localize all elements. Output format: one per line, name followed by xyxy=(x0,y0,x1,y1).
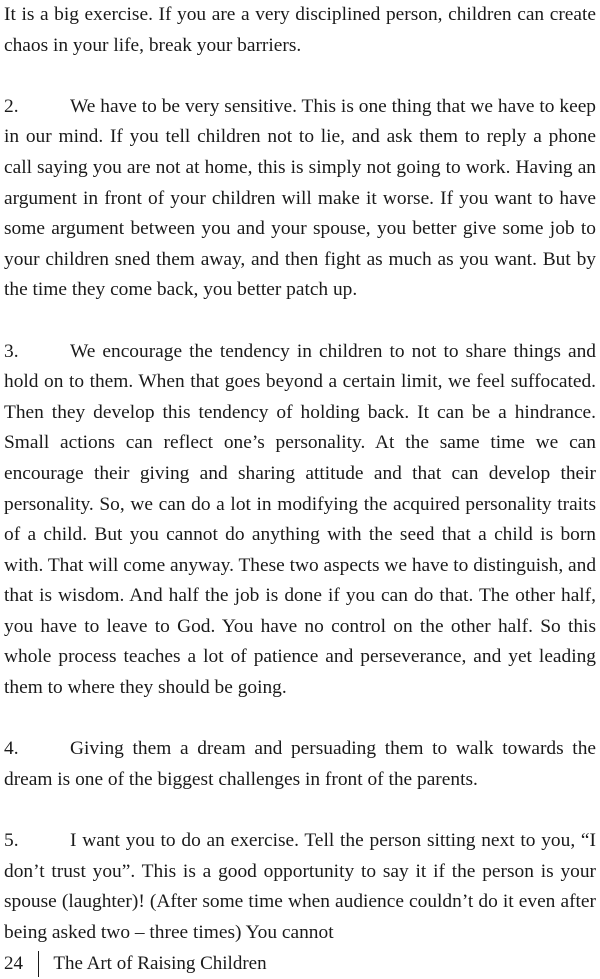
paragraph-text: We have to be very sensitive. This is one thing that we have to keep in our mind. If you tell children not to lie, and ask them to reply a phone call saying you are not at home, this is simply not going to work. Having an argument in front of your children will make it worse. If you want to have some argument between you and your spouse, you better give some job to your children sned them away, and then fight as much as you want. But by the time they come back, you better patch up. xyxy=(4,95,596,301)
paragraph-4 xyxy=(4,734,596,795)
running-title: The Art of Raising Children xyxy=(53,953,267,974)
paragraph-text: We encourage the tendency in children to not to share things and hold on to them. When that goes beyond a certain limit, we feel suffocated. Then they develop this tendency of holding back. It can be a hindrance. Small actions can reflect one’s personality. At the same time we can encourage their giving and sharing attitude and that can develop their personality. So, we can do a lot in modifying the acquired personality traits of a child. But you cannot do anything with the seed that a child is born with. That will come anyway. These two aspects we have to distinguish, and that is wisdom. And half the job is done if you can do that. The other half, you have to leave to God. You have no control on the other half. So this whole process teaches a lot of patience and perseverance, and yet leading them to where they should be going. xyxy=(4,340,597,699)
footer-divider xyxy=(38,951,39,977)
page-number: 24 xyxy=(4,953,23,974)
paragraph-text: I want you to do an exercise. Tell the person sitting next to you, “I don’t trust you”. This is a good opportunity to say it if the person is your spouse (laughter)! (After some time when audience couldn’t do it even after being asked two – three times) You cannot xyxy=(4,830,596,943)
paragraph-number: 5. xyxy=(4,830,19,852)
paragraph-number: 2. xyxy=(4,95,19,117)
paragraph-3 xyxy=(4,337,596,704)
paragraph-number: 3. xyxy=(4,340,19,362)
paragraph-number: 4. xyxy=(4,738,19,760)
page-body xyxy=(4,0,596,948)
paragraph-2 xyxy=(4,92,596,306)
paragraph-5 xyxy=(4,826,596,948)
paragraph-text: It is a big exercise. If you are a very disciplined person, children can create chaos in your life, break your barriers. xyxy=(4,4,596,56)
page-footer xyxy=(4,951,267,977)
paragraph-continuation xyxy=(4,0,596,61)
paragraph-text: Giving them a dream and persuading them to walk towards the dream is one of the biggest challenges in front of the parents. xyxy=(4,738,596,790)
